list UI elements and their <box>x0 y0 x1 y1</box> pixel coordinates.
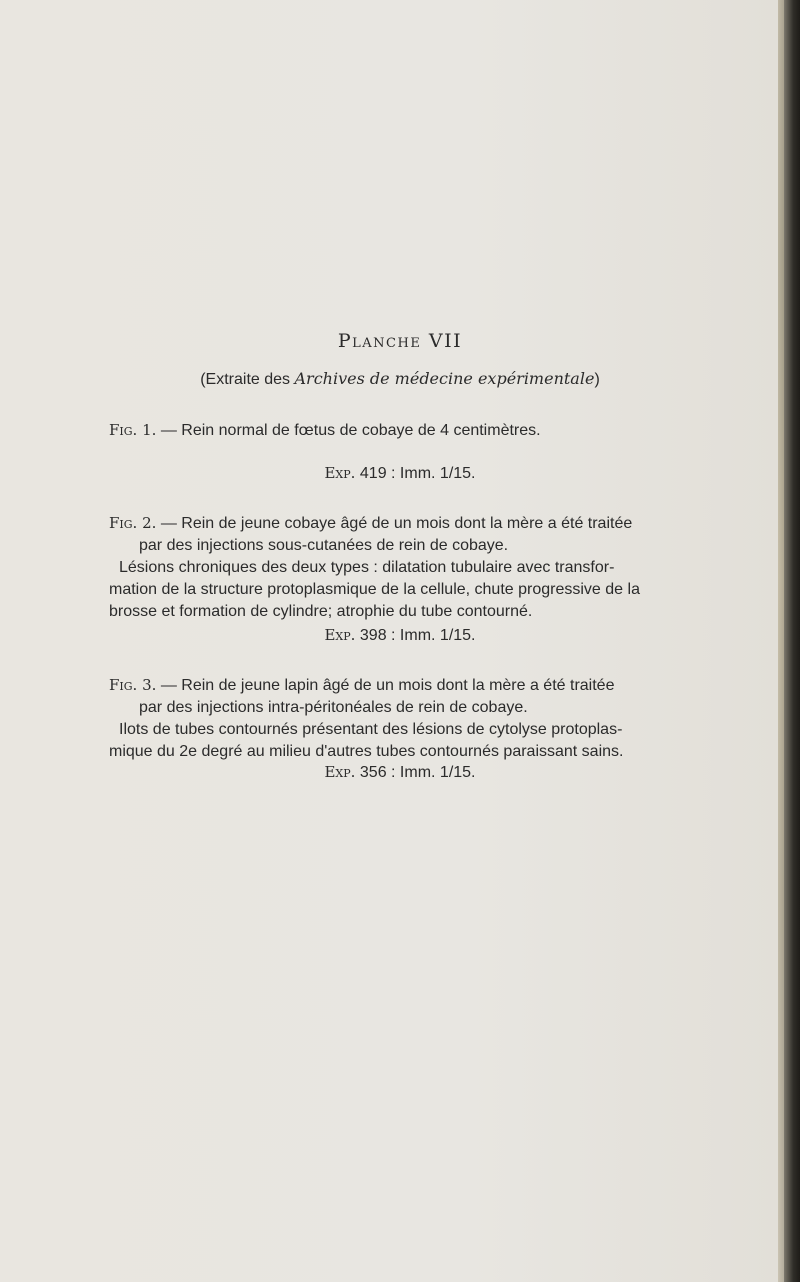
binding-edge <box>778 0 800 1282</box>
source-line <box>0 369 800 389</box>
figure-2-exp <box>0 626 800 645</box>
figure-3-exp-label: Exp. <box>324 763 356 781</box>
figure-3-line-3: Ilots de tubes contournés présentant des lésions de cytolyse protoplas- <box>119 721 623 738</box>
figure-2-line-5: brosse et formation de cylindre; atrophie du tube contourné. <box>109 603 533 620</box>
figure-3-caption <box>109 674 731 763</box>
figure-3-text-1: — Rein de jeune lapin âgé de un mois dont la mère a été traitée <box>160 677 615 694</box>
figure-2-line-4: mation de la structure protoplasmique de la cellule, chute progressive de la <box>109 581 640 598</box>
figure-1-text: — Rein normal de fœtus de cobaye de 4 centimètres. <box>160 422 541 439</box>
figure-1-line <box>109 419 731 442</box>
figure-2-exp-label: Exp. <box>324 626 356 644</box>
figure-1-label: Fig. 1. <box>109 421 157 439</box>
figure-2-exp-text: 398 : Imm. 1/15. <box>359 627 476 644</box>
figure-3-exp <box>0 763 800 782</box>
figure-3-label: Fig. 3. <box>109 676 157 694</box>
source-journal: Archives de médecine expérimentale <box>294 369 595 388</box>
plate-title: Planche VII <box>337 330 463 352</box>
source-prefix: (Extraite des <box>200 371 295 388</box>
figure-2-line-1 <box>109 512 731 535</box>
figure-2-line-2: par des injections sous-cutanées de rein de cobaye. <box>139 537 509 554</box>
figure-1-caption <box>109 419 731 442</box>
figure-1-exp <box>0 464 800 483</box>
figure-2-text-1: — Rein de jeune cobaye âgé de un mois dont la mère a été traitée <box>160 515 633 532</box>
figure-2-line-3: Lésions chroniques des deux types : dilatation tubulaire avec transfor- <box>119 559 615 576</box>
figure-2-label: Fig. 2. <box>109 514 157 532</box>
source-suffix: ) <box>594 371 600 388</box>
figure-1-exp-label: Exp. <box>324 464 356 482</box>
figure-1-exp-text: 419 : Imm. 1/15. <box>359 465 476 482</box>
figure-3-line-1 <box>109 674 731 697</box>
figure-3-exp-text: 356 : Imm. 1/15. <box>359 764 476 781</box>
figure-2-caption <box>109 512 731 623</box>
figure-3-line-4: mique du 2e degré au milieu d'autres tubes contournés paraissant sains. <box>109 743 624 760</box>
figure-3-line-2: par des injections intra-péritonéales de rein de cobaye. <box>139 699 528 716</box>
